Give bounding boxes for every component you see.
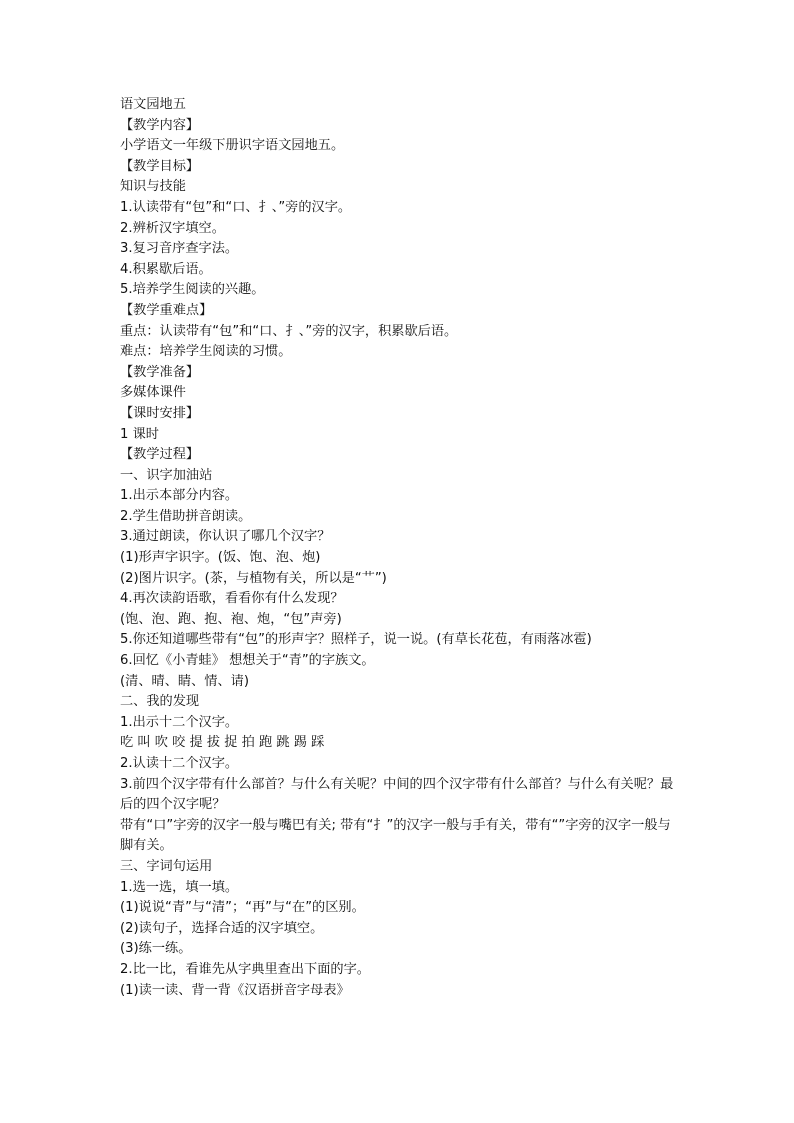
character-row: 吃 叫 吹 咬 提 拔 捉 拍 跑 跳 踢 踩 [120,735,325,751]
list-item: 5.培养学生阅读的兴趣。 [120,282,265,298]
list-item: 1.出示本部分内容。 [120,488,239,504]
section-heading-key-points: 【教学重难点】 [120,302,213,318]
paragraph: 难点：培养学生阅读的习惯。 [120,344,292,360]
list-item: 1.选一选，填一填。 [120,879,239,895]
list-item: (2)图片识字。(茶，与植物有关，所以是“艹”) [120,570,387,586]
subsection-heading: 二、我的发现 [120,694,200,710]
list-item: (3)练一练。 [120,941,192,957]
paragraph: 多媒体课件 [120,385,186,401]
paragraph: 小学语文一年级下册识字语文园地五。 [120,138,345,154]
list-item: 4.再次读韵语歌，看看你有什么发现？ [120,591,344,607]
paragraph: (饱、泡、跑、抱、袍、炮，“包”声旁) [120,611,342,627]
section-heading-goals: 【教学目标】 [120,158,200,174]
list-item: 2.比一比，看谁先从字典里查出下面的字。 [120,961,370,977]
list-item: 3.前四个汉字带有什么部首？与什么有关呢？中间的四个汉字带有什么部首？与什么有关呢？最后的四个汉字呢？ [120,776,674,813]
list-item: (2)读句子，选择合适的汉字填空。 [120,920,324,936]
list-item: 4.积累歇后语。 [120,261,212,277]
section-heading-preparation: 【教学准备】 [120,364,200,380]
list-item: 3.通过朗读，你认识了哪几个汉字？ [120,529,331,545]
section-heading-content: 【教学内容】 [120,117,200,133]
document-title: 语文园地五 [120,97,186,112]
paragraph: 带有“口”字旁的汉字一般与嘴巴有关; 带有“扌”的汉字一般与手有关，带有“”字旁的汉字一般与脚有关。 [120,817,671,854]
list-item: 6.回忆《小青蛙》 想想关于“青”的字族文。 [120,653,375,669]
list-item: (1)说说“青”与“清”；“再”与“在”的区别。 [120,900,365,916]
subsection-heading: 三、字词句运用 [120,858,213,874]
paragraph: (清、晴、睛、情、请) [120,673,249,689]
paragraph: 1 课时 [120,426,159,442]
list-item: 2.学生借助拼音朗读。 [120,508,252,524]
list-item: 1.出示十二个汉字。 [120,714,239,730]
list-item: 2.认读十二个汉字。 [120,756,239,771]
list-item: 3.复习音序查字法。 [120,241,239,257]
list-item: 2.辨析汉字填空。 [120,220,225,236]
list-item: (1)形声字识字。(饭、饱、泡、炮) [120,550,321,566]
list-item: (1)读一读、背一背《汉语拼音字母表》 [120,982,350,998]
section-heading-schedule: 【课时安排】 [120,405,200,421]
paragraph: 知识与技能 [120,179,186,195]
document-body [120,95,680,1001]
paragraph: 重点：认读带有“包”和“口、扌、”旁的汉字，积累歇后语。 [120,323,458,339]
subsection-heading: 一、识字加油站 [120,467,213,483]
section-heading-process: 【教学过程】 [120,447,200,463]
list-item: 1.认读带有“包”和“口、扌、”旁的汉字。 [120,199,352,215]
list-item: 5.你还知道哪些带有“包”的形声字？照样子，说一说。(有草长花苞，有雨落冰雹) [120,632,592,648]
